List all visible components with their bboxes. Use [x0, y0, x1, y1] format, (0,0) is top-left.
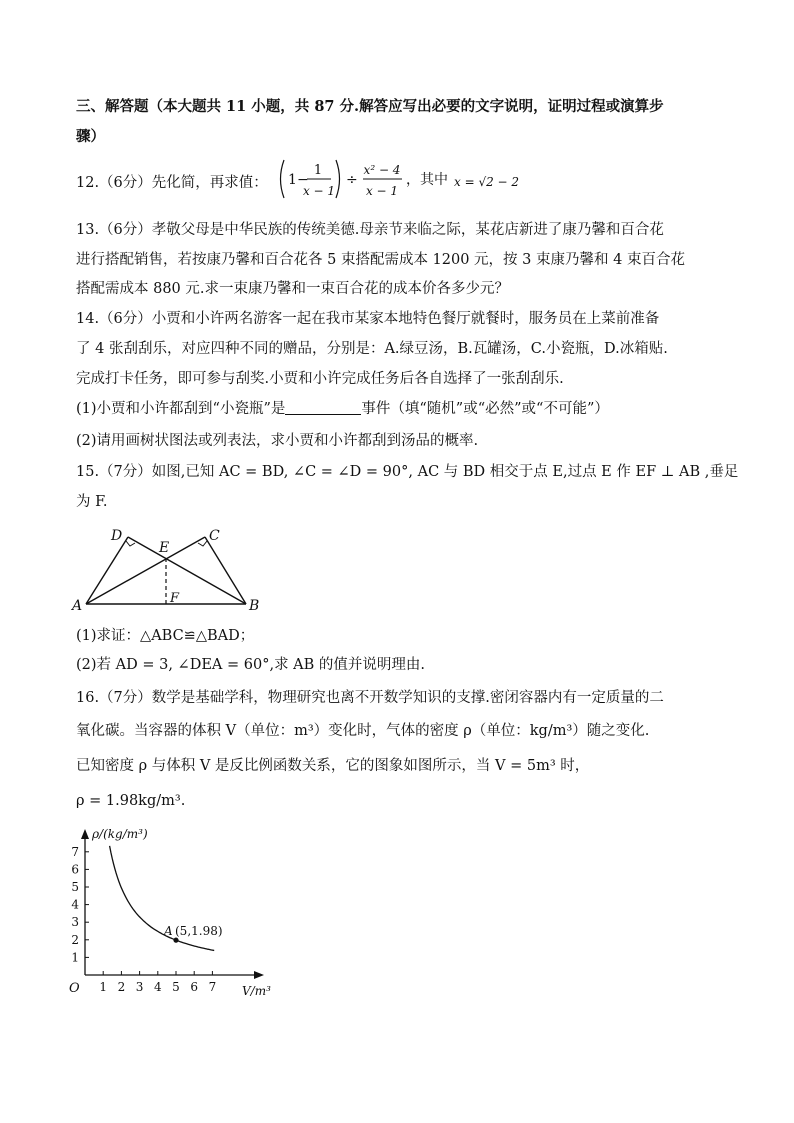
x-tick-label: 1 [99, 980, 108, 994]
q12-frac1-num: 1 [313, 163, 323, 178]
q13-line3: 搭配需成本 880 元.求一束康乃馨和一束百合花的成本价各多少元？ [76, 281, 510, 297]
y-tick-label: 1 [71, 950, 79, 965]
q12-frac2-den: x − 1 [365, 184, 399, 198]
y-tick-label: 2 [71, 932, 79, 947]
q14-sub1 [76, 399, 609, 419]
x-axis-arrow [254, 971, 264, 979]
q15-sub1: (1)求证：△ABC≌△BAD； [76, 628, 255, 644]
origin-label: O [69, 981, 80, 996]
segment-bc [205, 537, 246, 604]
q16-line2: 氧化碳。当容器的体积 V（单位：m³）变化时，气体的密度 ρ（单位：kg/m³）随之变化. [76, 723, 650, 739]
q16-line1: 16.（7分）数学是基础学科，物理研究也离不开数学知识的支撑.密闭容器内有一定质量的二 [76, 690, 664, 706]
q14-sub1-text: (1)小贾和小许都刮到“小瓷瓶”是 [76, 401, 286, 417]
q14-sub2: (2)请用画树状图法或列表法，求小贾和小许都刮到汤品的概率. [76, 433, 479, 449]
answer-blank [285, 400, 361, 415]
label-f: F [170, 591, 180, 606]
q15-geometry-figure [68, 520, 278, 620]
point-a-marker [173, 938, 178, 943]
x-tick-label: 3 [135, 980, 144, 994]
x-tick-label: 2 [117, 980, 126, 994]
q12-minus: − [297, 172, 309, 188]
section-title-line2: 骤） [76, 128, 105, 145]
q12-frac1-den: x − 1 [302, 184, 336, 198]
q15-line2: 为 F. [76, 494, 108, 510]
y-axis-arrow [81, 829, 89, 839]
q12-where: ，其中 [406, 172, 448, 188]
label-b: B [249, 598, 260, 614]
y-tick-label: 4 [71, 897, 79, 912]
density-volume-chart [60, 820, 290, 1005]
y-tick-label: 3 [71, 915, 79, 930]
left-paren [281, 160, 285, 198]
q12-condition: x = √2 − 2 [454, 175, 520, 189]
q14-sub1-text-end: 事件（填“随机”或“必然”或“不可能”） [361, 401, 609, 417]
y-tick-label: 5 [71, 880, 79, 894]
y-tick-label: 6 [71, 862, 79, 877]
point-a-coordinates: (5,1.98) [175, 924, 223, 939]
y-tick-label: 7 [71, 844, 79, 859]
q12-one: 1 [288, 172, 297, 188]
label-d: D [111, 528, 123, 544]
label-c: C [209, 528, 220, 544]
x-tick-label: 4 [153, 980, 162, 994]
y-axis-label: ρ/(kg/m³) [92, 827, 148, 841]
q14-line2: 了 4 张刮刮乐，对应四种不同的赠品，分别是：A.绿豆汤，B.瓦罐汤，C.小瓷瓶，D.冰箱贴. [76, 341, 668, 357]
q16-line3: 已知密度 ρ 与体积 V 是反比例函数关系，它的图象如图所示，当 V = 5m³ 时， [76, 758, 590, 774]
section-title-line1: 三、解答题（本大题共 11 小题，共 87 分.解答应写出必要的文字说明，证明过程或演算步 [76, 98, 664, 115]
x-tick-label: 6 [190, 980, 199, 994]
q15-sub2: (2)若 AD = 3, ∠DEA = 60°,求 AB 的值并说明理由. [76, 657, 426, 673]
y-tick-labels [71, 845, 89, 965]
right-angle-mark-c [198, 541, 207, 546]
right-paren [336, 160, 340, 198]
right-angle-mark-d [126, 541, 135, 546]
segment-ad [86, 537, 128, 604]
x-tick-label: 7 [208, 980, 217, 994]
q13-line2: 进行搭配销售，若按康乃馨和百合花各 5 束搭配需成本 1200 元，按 3 束康乃馨和 4 束百合花 [76, 252, 685, 268]
q14-line3: 完成打卡任务，即可参与刮奖.小贾和小许完成任务后各自选择了一张刮刮乐. [76, 371, 564, 387]
x-axis-label: V/m³ [242, 984, 271, 998]
q16-line4: ρ = 1.98kg/m³. [76, 793, 186, 809]
q12-prefix: 12.（6分）先化简，再求值： [76, 175, 268, 191]
q12-frac2-num: x² − 4 [363, 163, 401, 177]
x-tick-label: 5 [172, 980, 180, 994]
q12-expression [276, 156, 526, 202]
q12-div: ÷ [346, 172, 358, 188]
q13-line1: 13.（6分）孝敬父母是中华民族的传统美德.母亲节来临之际，某花店新进了康乃馨和百合花 [76, 222, 664, 238]
q14-line1: 14.（6分）小贾和小许两名游客一起在我市某家本地特色餐厅就餐时，服务员在上菜前准备 [76, 311, 660, 327]
label-e: E [159, 540, 170, 556]
q15-line1: 15.（7分）如图,已知 AC = BD, ∠C = ∠D = 90°, AC 与 BD 相交于点 E,过点 E 作 EF ⊥ AB ,垂足 [76, 464, 739, 480]
label-a: A [72, 598, 83, 614]
point-a-label: A [164, 924, 173, 939]
